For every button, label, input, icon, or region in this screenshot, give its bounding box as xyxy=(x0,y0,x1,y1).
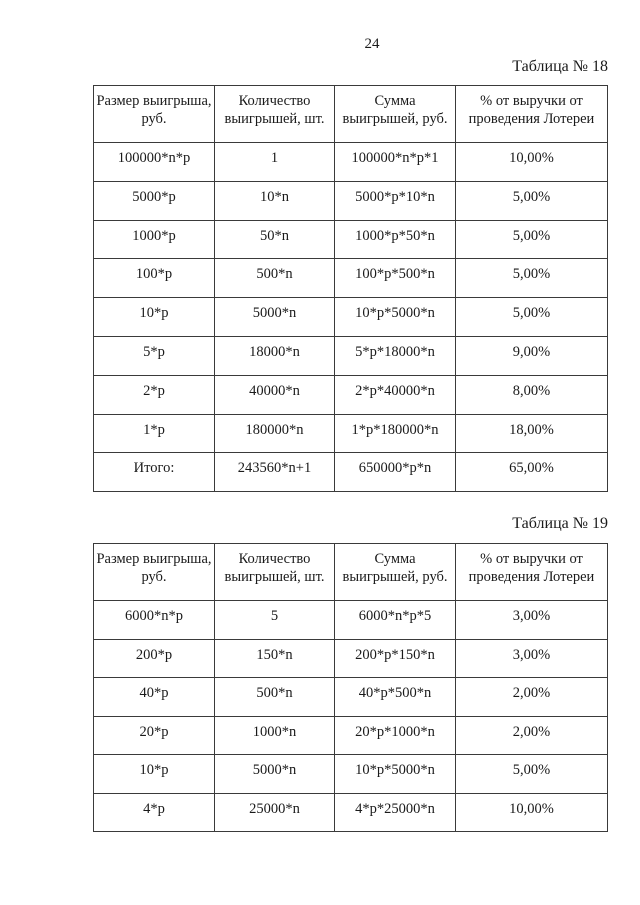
cell-prize-size: 6000*n*p xyxy=(94,601,215,640)
prize-table-19 xyxy=(93,543,608,832)
cell-prize-count: 50*n xyxy=(215,220,335,259)
cell-prize-size: 200*p xyxy=(94,639,215,678)
cell-revenue-percent: 18,00% xyxy=(456,414,608,453)
cell-prize-count: 25000*n xyxy=(215,793,335,832)
cell-revenue-percent: 65,00% xyxy=(456,453,608,492)
page-number: 24 xyxy=(364,36,380,52)
cell-prize-sum: 20*p*1000*n xyxy=(335,716,456,755)
cell-revenue-percent: 2,00% xyxy=(456,716,608,755)
cell-revenue-percent: 5,00% xyxy=(456,259,608,298)
cell-revenue-percent: 9,00% xyxy=(456,336,608,375)
cell-prize-count: 150*n xyxy=(215,639,335,678)
cell-prize-sum: 10*p*5000*n xyxy=(335,755,456,794)
cell-prize-size: 100000*n*p xyxy=(94,143,215,182)
cell-revenue-percent: 3,00% xyxy=(456,639,608,678)
table-row xyxy=(94,336,608,375)
table-row xyxy=(94,181,608,220)
table-header-row xyxy=(94,86,608,143)
table-row xyxy=(94,298,608,337)
cell-prize-size: 5*p xyxy=(94,336,215,375)
header-prize-sum: Сумма выигрышей, руб. xyxy=(335,86,456,143)
header-prize-count: Количество выигрышей, шт. xyxy=(215,544,335,601)
table-row xyxy=(94,143,608,182)
cell-prize-sum: 5000*p*10*n xyxy=(335,181,456,220)
table-body xyxy=(94,601,608,832)
cell-prize-sum: 10*p*5000*n xyxy=(335,298,456,337)
cell-prize-sum: 200*p*150*n xyxy=(335,639,456,678)
table-row xyxy=(94,755,608,794)
cell-revenue-percent: 5,00% xyxy=(456,181,608,220)
header-prize-sum: Сумма выигрышей, руб. xyxy=(335,544,456,601)
table-row xyxy=(94,601,608,640)
table-row xyxy=(94,220,608,259)
cell-revenue-percent: 10,00% xyxy=(456,793,608,832)
cell-prize-count: 10*n xyxy=(215,181,335,220)
cell-revenue-percent: 5,00% xyxy=(456,298,608,337)
table-row xyxy=(94,259,608,298)
table-header-row xyxy=(94,544,608,601)
cell-prize-size: Итого: xyxy=(94,453,215,492)
cell-prize-count: 1000*n xyxy=(215,716,335,755)
cell-prize-sum: 6000*n*p*5 xyxy=(335,601,456,640)
header-revenue-percent: % от выручки от проведения Лотереи xyxy=(456,86,608,143)
cell-prize-sum: 100*p*500*n xyxy=(335,259,456,298)
cell-prize-count: 500*n xyxy=(215,678,335,717)
cell-prize-sum: 650000*p*n xyxy=(335,453,456,492)
cell-revenue-percent: 2,00% xyxy=(456,678,608,717)
table-row xyxy=(94,716,608,755)
table-row xyxy=(94,453,608,492)
cell-prize-sum: 100000*n*p*1 xyxy=(335,143,456,182)
table-row xyxy=(94,793,608,832)
cell-revenue-percent: 5,00% xyxy=(456,220,608,259)
cell-prize-sum: 40*p*500*n xyxy=(335,678,456,717)
table-18-caption: Таблица № 18 xyxy=(512,58,608,75)
table-19-caption: Таблица № 19 xyxy=(512,515,608,532)
table-row xyxy=(94,678,608,717)
cell-prize-sum: 1000*p*50*n xyxy=(335,220,456,259)
cell-revenue-percent: 10,00% xyxy=(456,143,608,182)
table-row xyxy=(94,639,608,678)
cell-prize-count: 5000*n xyxy=(215,298,335,337)
cell-prize-count: 500*n xyxy=(215,259,335,298)
cell-prize-size: 100*p xyxy=(94,259,215,298)
header-revenue-percent: % от выручки от проведения Лотереи xyxy=(456,544,608,601)
cell-prize-sum: 2*p*40000*n xyxy=(335,375,456,414)
cell-prize-sum: 4*p*25000*n xyxy=(335,793,456,832)
cell-prize-size: 40*p xyxy=(94,678,215,717)
cell-prize-size: 2*p xyxy=(94,375,215,414)
cell-prize-count: 5 xyxy=(215,601,335,640)
cell-prize-count: 40000*n xyxy=(215,375,335,414)
cell-prize-size: 1000*p xyxy=(94,220,215,259)
cell-prize-size: 1*p xyxy=(94,414,215,453)
prize-table-18 xyxy=(93,85,608,492)
cell-prize-size: 5000*p xyxy=(94,181,215,220)
cell-prize-count: 180000*n xyxy=(215,414,335,453)
header-prize-count: Количество выигрышей, шт. xyxy=(215,86,335,143)
cell-prize-count: 18000*n xyxy=(215,336,335,375)
cell-revenue-percent: 3,00% xyxy=(456,601,608,640)
cell-prize-sum: 5*p*18000*n xyxy=(335,336,456,375)
cell-prize-count: 243560*n+1 xyxy=(215,453,335,492)
table-body xyxy=(94,143,608,492)
table-row xyxy=(94,414,608,453)
cell-revenue-percent: 5,00% xyxy=(456,755,608,794)
cell-prize-sum: 1*p*180000*n xyxy=(335,414,456,453)
cell-prize-size: 10*p xyxy=(94,298,215,337)
cell-prize-count: 1 xyxy=(215,143,335,182)
table-row xyxy=(94,375,608,414)
header-prize-size: Размер выигрыша, руб. xyxy=(94,86,215,143)
cell-prize-count: 5000*n xyxy=(215,755,335,794)
cell-prize-size: 4*p xyxy=(94,793,215,832)
header-prize-size: Размер выигрыша, руб. xyxy=(94,544,215,601)
cell-revenue-percent: 8,00% xyxy=(456,375,608,414)
cell-prize-size: 10*p xyxy=(94,755,215,794)
cell-prize-size: 20*p xyxy=(94,716,215,755)
